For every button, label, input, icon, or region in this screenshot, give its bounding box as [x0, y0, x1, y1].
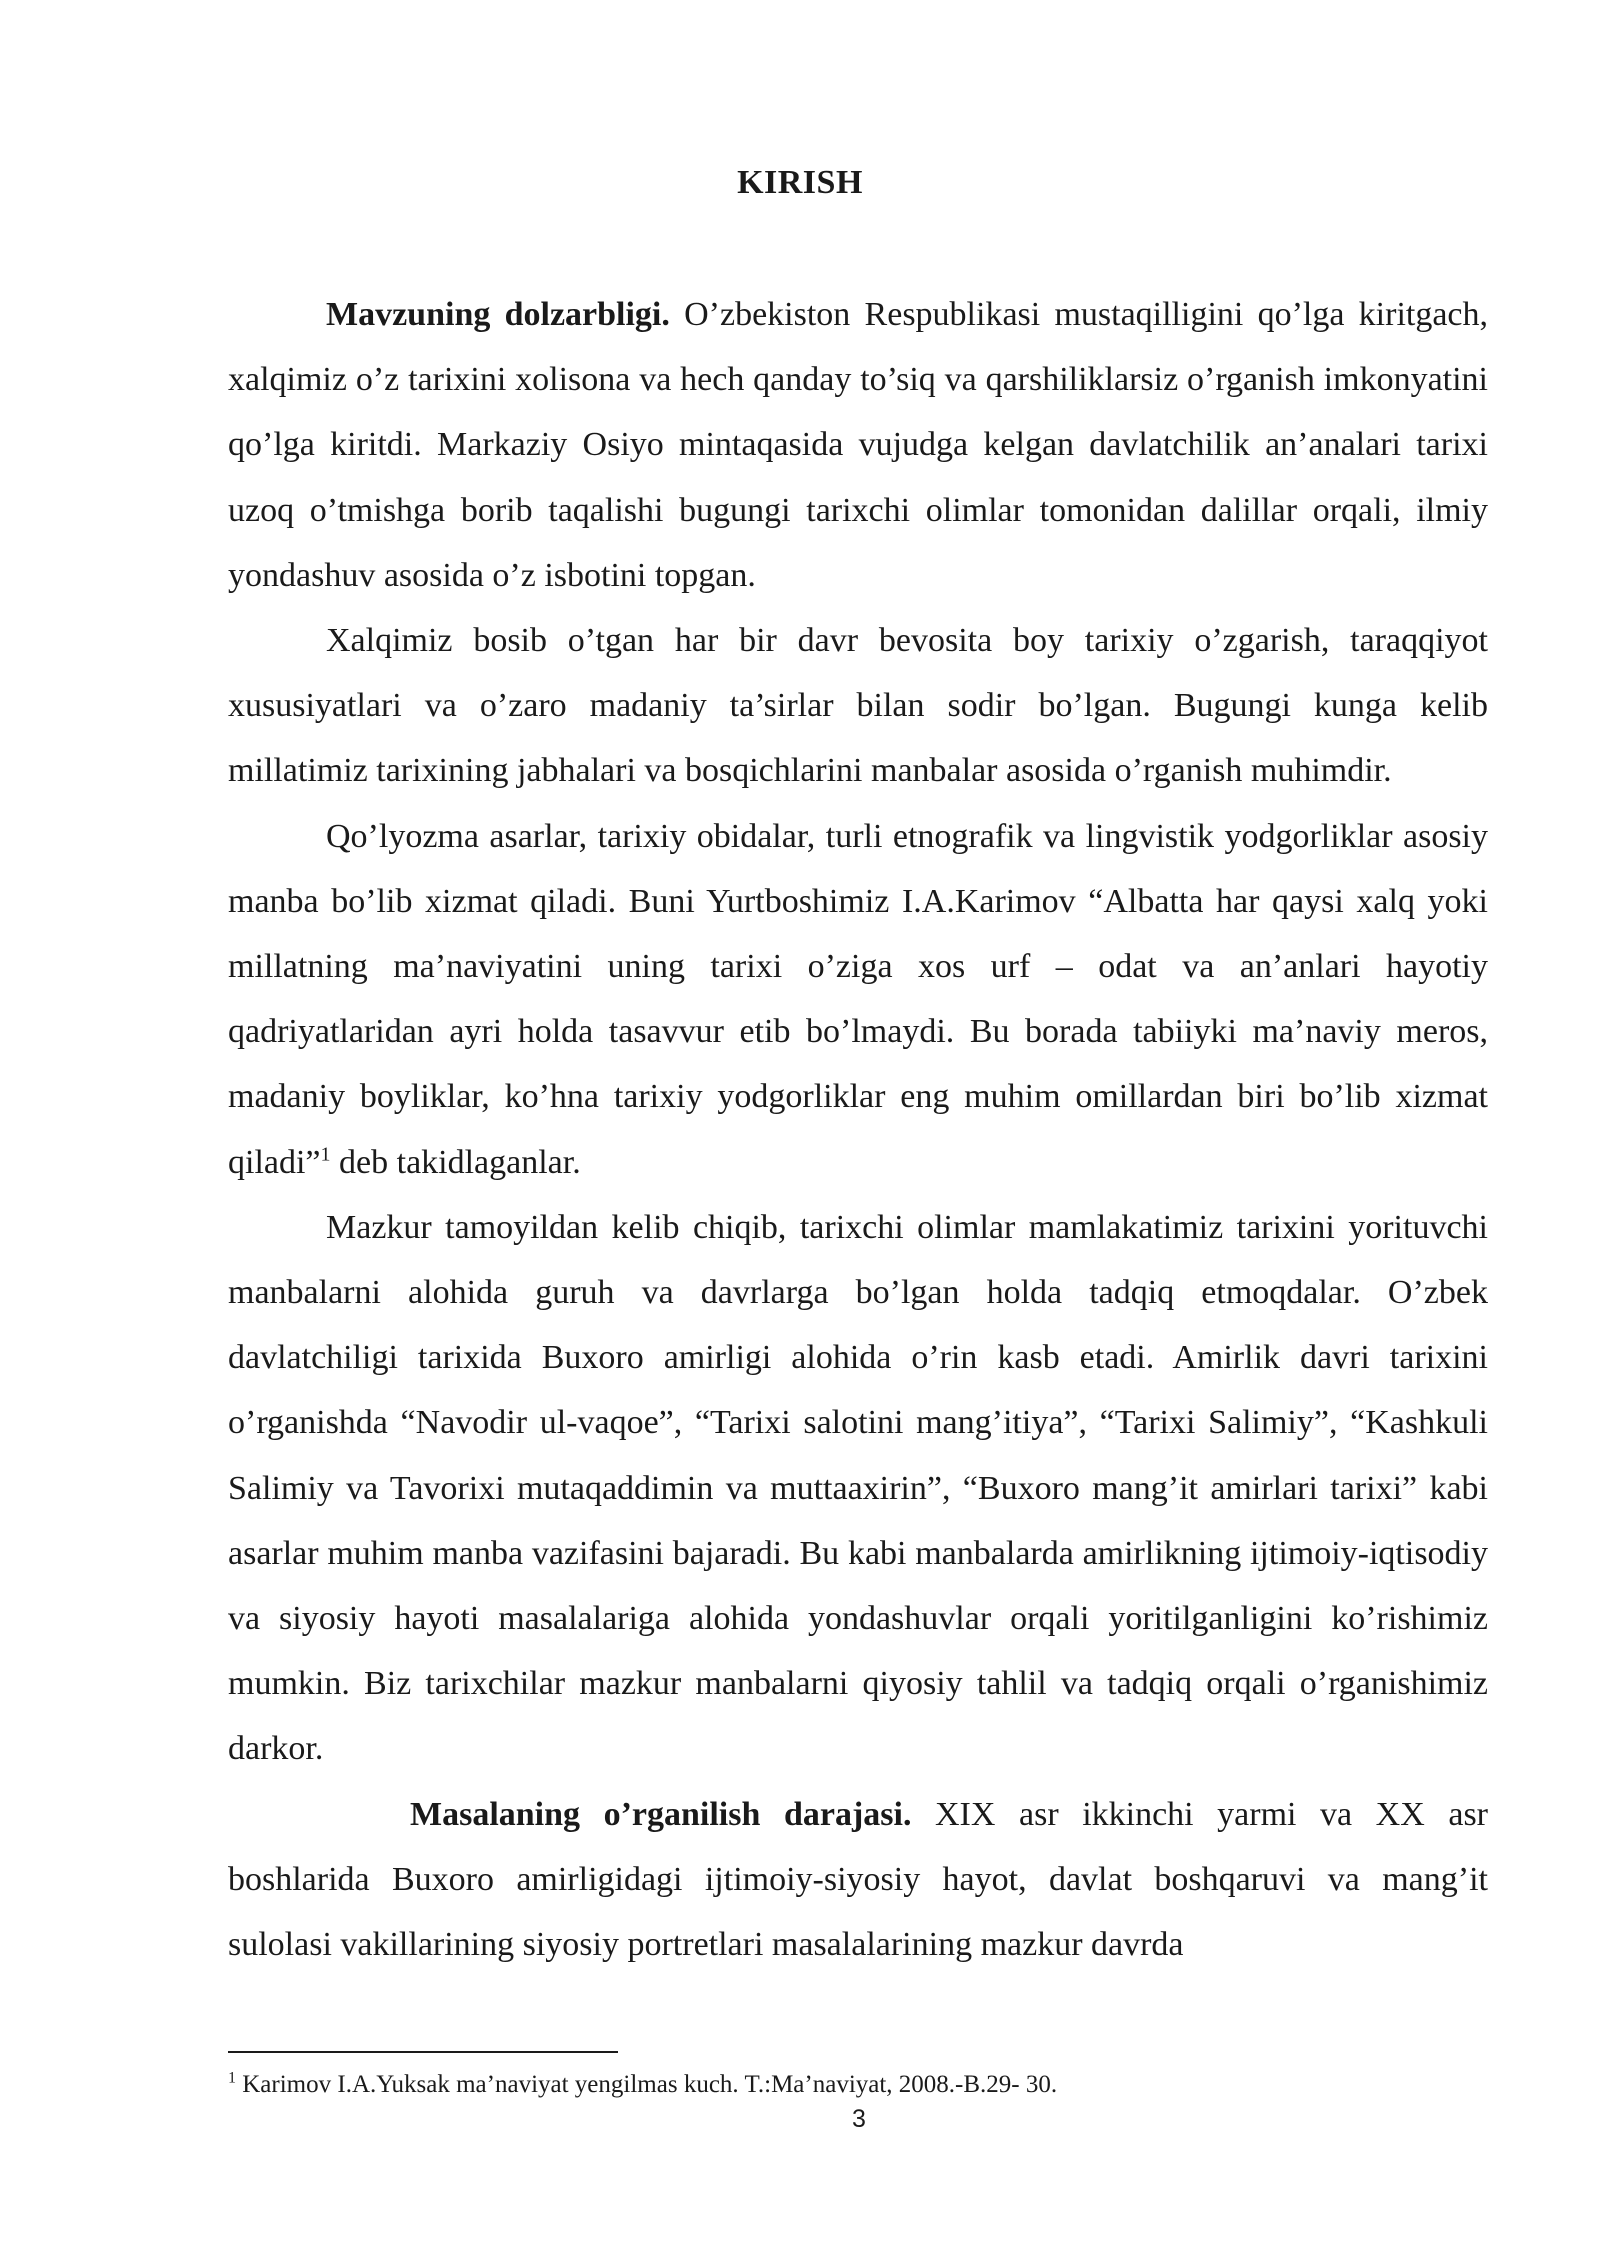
paragraph-text: deb takidlaganlar. [330, 1143, 581, 1181]
paragraph [228, 608, 1488, 804]
body-text [228, 282, 1488, 1977]
paragraph-with-quote [228, 804, 1488, 1195]
paragraph-label-relevance: Mavzuning dolzarbligi. [326, 296, 670, 333]
page-number: 3 [852, 2105, 866, 2133]
paragraph-text: Qo’lyozma asarlar, tarixiy obidalar, turli etnografik va lingvistik yodgorliklar asosiy manba bo’lib xizmat qiladi. Buni Yurtboshimiz I.A.Karimov “Albatta har qaysi xalq yoki millatning ma’naviyatini uning tarixi o’ziga xos urf – odat va an’anlari hayotiy qadriyatlaridan ayri holda tasavvur etib bo’lmaydi. Bu borada tabiiyki ma’naviy meros, madaniy boyliklar, ko’hna tarixiy yodgorliklar eng muhim omillardan biri bo’lib xizmat qiladi” [228, 817, 1488, 1181]
footnote-reference[interactable]: 1 [320, 1143, 331, 1166]
paragraph-text: O’zbekiston Respublikasi mustaqilligini qo’lga kiritgach, xalqimiz o’z tarixini xolisona va hech qanday to’siq va qarshiliklarsiz o’rganish imkonyatini qo’lga kiritdi. Markaziy Osiyo mintaqasida vujudga kelgan davlatchilik an’analari tarixi uzoq o’tmishga borib taqalishi bugungi tarixchi olimlar tomonidan dalillar orqali, ilmiy yondashuv asosida o’z isbotini topgan. [228, 296, 1489, 594]
paragraph-text: Xalqimiz bosib o’tgan har bir davr bevosita boy tarixiy o’zgarish, taraqqiyot xususiyatlari va o’zaro madaniy ta’sirlar bilan sodir bo’lgan. Bugungi kunga kelib millatimiz tarixining jabhalari va bosqichlarini manbalar asosida o’rganish muhimdir. [228, 622, 1488, 790]
paragraph-text: XIX asr ikkinchi yarmi va XX asr boshlarida Buxoro amirligidagi ijtimoiy-siyosiy hayot, davlat boshqaruvi va mang’it sulolasi vakillarining siyosiy portretlari masalalarining mazkur davrda [228, 1795, 1488, 1964]
paragraph-relevance [228, 282, 1488, 608]
footnote-text: Karimov I.A.Yuksak ma’naviyat yengilmas kuch. T.:Ma’naviyat, 2008.-B.29- 30. [236, 2071, 1058, 2098]
footnote-number: 1 [228, 2069, 236, 2087]
paragraph-label-study-level: Masalaning o’rganilish darajasi. [410, 1795, 912, 1833]
footnote-separator [228, 2051, 618, 2053]
paragraph-study-level [228, 1782, 1488, 1978]
paragraph-text: Mazkur tamoyildan kelib chiqib, tarixchi olimlar mamlakatimiz tarixini yorituvchi manbalarni alohida guruh va davrlarga bo’lgan holda tadqiq etmoqdalar. O’zbek davlatchiligi tarixida Buxoro amirligi alohida o’rin kasb etadi. Amirlik davri tarixini o’rganishda “Navodir ul-vaqoe”, “Tarixi salotini mang’itiya”, “Tarixi Salimiy”, “Kashkuli Salimiy va Tavorixi mutaqaddimin va muttaaxirin”, “Buxoro mang’it amirlari tarixi” kabi asarlar muhim manba vazifasini bajaradi. Bu kabi manbalarda amirlikning ijtimoiy-iqtisodiy va siyosiy hayoti masalalariga alohida yondashuvlar orqali yoritilganligini ko’rishimiz mumkin. Biz tarixchilar mazkur manbalarni qiyosiy tahlil va tadqiq orqali o’rganishimiz darkor. [228, 1208, 1488, 1768]
paragraph [228, 1195, 1488, 1782]
footnote [228, 2069, 1488, 2101]
section-heading: KIRISH [737, 164, 863, 201]
